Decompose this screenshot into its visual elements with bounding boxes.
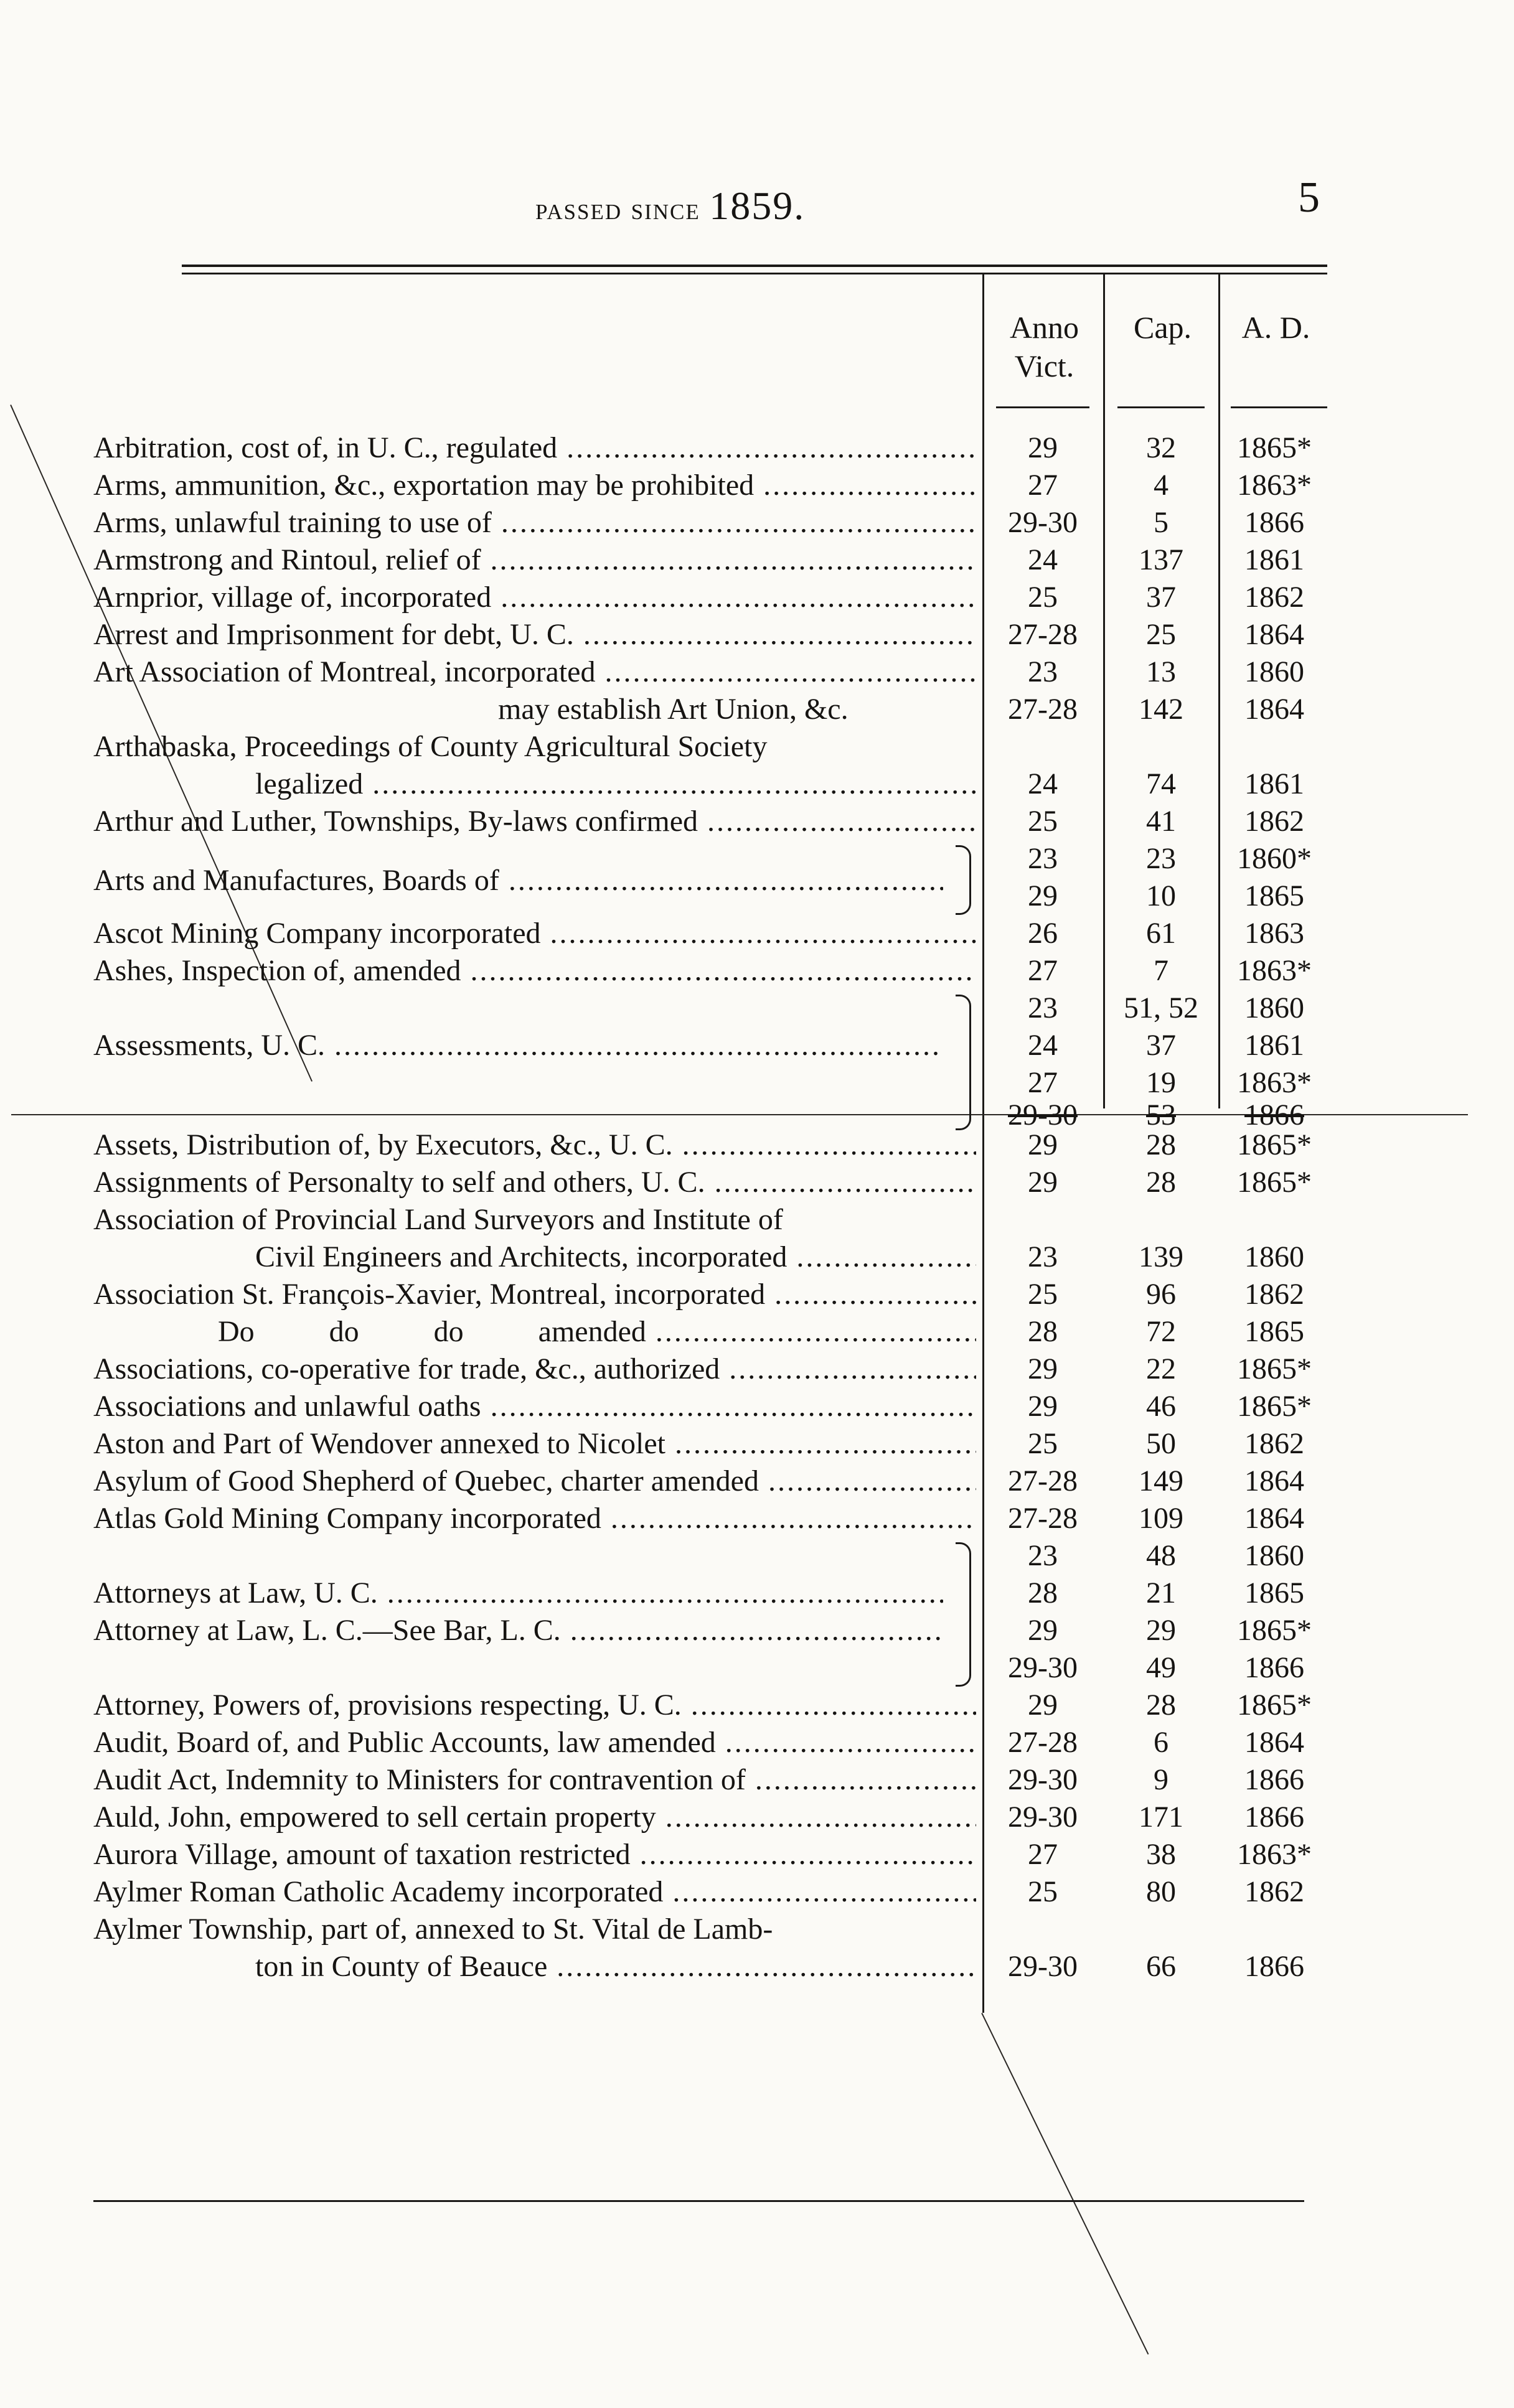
cap-value: 7 xyxy=(1154,954,1168,987)
entry-text: Arnprior, village of, incorporated ..... xyxy=(93,579,976,616)
anno-value: 29 xyxy=(1028,1166,1058,1199)
entry-text: Aylmer Township, part of, annexed to St. Vital de Lamb- xyxy=(93,1913,773,1946)
anno-value: 29 xyxy=(1028,1614,1058,1647)
anno-value: 25 xyxy=(1028,805,1058,838)
cap-value: 66 xyxy=(1146,1950,1176,1983)
ad-value: 1864 xyxy=(1244,1464,1304,1497)
index-row xyxy=(0,952,1514,990)
cap-value: 139 xyxy=(1139,1240,1183,1273)
index-row xyxy=(0,1388,1514,1425)
ad-value: 1863 xyxy=(1244,917,1304,950)
cap-value: 142 xyxy=(1139,693,1183,726)
index-row xyxy=(0,1537,1514,1575)
stray-mark xyxy=(981,2013,1149,2354)
anno-value: 29 xyxy=(1028,1689,1058,1722)
index-row xyxy=(0,654,1514,691)
anno-value: 29-30 xyxy=(1008,506,1078,539)
entry-text: Associations, co-operative for trade, &c., authorized ..... xyxy=(93,1351,976,1388)
entry-text: Ascot Mining Company incorporated ..... xyxy=(93,915,976,952)
entry-text: Aston and Part of Wendover annexed to Nicolet ..... xyxy=(93,1425,976,1463)
anno-value: 23 xyxy=(1028,991,1058,1024)
bottom-rule xyxy=(93,2200,1304,2202)
anno-value: 23 xyxy=(1028,655,1058,688)
top-rule-thin xyxy=(182,273,1327,274)
anno-value: 23 xyxy=(1028,1539,1058,1572)
running-year: 1859. xyxy=(709,184,806,228)
cap-value: 80 xyxy=(1146,1875,1176,1908)
anno-value: 27 xyxy=(1028,1066,1058,1099)
anno-value: 27 xyxy=(1028,469,1058,502)
cap-value: 38 xyxy=(1146,1838,1176,1871)
anno-value: 27-28 xyxy=(1008,1726,1078,1759)
cap-value: 50 xyxy=(1146,1427,1176,1460)
entry-text: Assessments, U. C. ..... xyxy=(93,1027,943,1064)
index-row xyxy=(0,1064,1514,1102)
anno-value: 27-28 xyxy=(1008,693,1078,726)
entry-text: Aylmer Roman Catholic Academy incorporated ..... xyxy=(93,1873,976,1911)
index-row xyxy=(0,766,1514,803)
ad-value: 1860 xyxy=(1244,1240,1304,1273)
index-row xyxy=(0,1612,1514,1649)
header-underline xyxy=(996,406,1089,408)
cap-value: 37 xyxy=(1146,581,1176,614)
cap-value: 28 xyxy=(1146,1166,1176,1199)
index-row xyxy=(0,429,1514,467)
entry-text: may establish Art Union, &c. xyxy=(498,693,849,726)
entry-text: Association St. François-Xavier, Montreal, incorporated ..... xyxy=(93,1276,976,1313)
index-row xyxy=(0,1724,1514,1761)
entry-text: legalized ..... xyxy=(93,766,976,803)
entry-text: Aurora Village, amount of taxation restricted ..... xyxy=(93,1836,976,1873)
index-row xyxy=(0,1575,1514,1612)
cap-value: 49 xyxy=(1146,1651,1176,1684)
ad-value: 1865* xyxy=(1237,431,1312,464)
ad-value: 1866 xyxy=(1244,506,1304,539)
entry-text: Asylum of Good Shepherd of Quebec, charter amended ..... xyxy=(93,1463,976,1500)
anno-value: 25 xyxy=(1028,581,1058,614)
index-row xyxy=(0,1201,1514,1239)
index-row xyxy=(0,878,1514,915)
ad-value: 1865 xyxy=(1244,1315,1304,1348)
index-row xyxy=(0,803,1514,840)
top-rule xyxy=(182,265,1327,267)
cap-value: 19 xyxy=(1146,1066,1176,1099)
cap-value: 13 xyxy=(1146,655,1176,688)
index-row xyxy=(0,1127,1514,1164)
index-row xyxy=(0,1027,1514,1064)
anno-value: 28 xyxy=(1028,1315,1058,1348)
cap-value: 6 xyxy=(1154,1726,1168,1759)
ad-value: 1866 xyxy=(1244,1950,1304,1983)
ad-value: 1862 xyxy=(1244,581,1304,614)
anno-value: 29-30 xyxy=(1008,1801,1078,1834)
ad-value: 1866 xyxy=(1244,1801,1304,1834)
index-row xyxy=(0,1500,1514,1537)
ad-value: 1865* xyxy=(1237,1166,1312,1199)
cap-value: 46 xyxy=(1146,1390,1176,1423)
index-row xyxy=(0,1463,1514,1500)
ad-value: 1865 xyxy=(1244,1576,1304,1609)
cap-value: 4 xyxy=(1154,469,1168,502)
ad-value: 1861 xyxy=(1244,1029,1304,1062)
running-head xyxy=(0,173,1514,229)
cap-value: 171 xyxy=(1139,1801,1183,1834)
entry-text: Art Association of Montreal, incorporated ..... xyxy=(93,654,976,691)
anno-value: 26 xyxy=(1028,917,1058,950)
entry-text: Audit Act, Indemnity to Ministers for contravention of ..... xyxy=(93,1761,976,1799)
entry-text: ton in County of Beauce ..... xyxy=(93,1948,976,1985)
entry-text: Arts and Manufactures, Boards of ..... xyxy=(93,862,943,899)
brace xyxy=(956,1542,971,1687)
cap-value: 53 xyxy=(1146,1099,1176,1131)
index-row xyxy=(0,504,1514,541)
brace xyxy=(956,995,971,1130)
index-row xyxy=(0,1276,1514,1313)
ad-value: 1865* xyxy=(1237,1614,1312,1647)
ad-value: 1860* xyxy=(1237,842,1312,875)
anno-value: 24 xyxy=(1028,543,1058,576)
ad-value: 1863* xyxy=(1237,1838,1312,1871)
anno-value: 29-30 xyxy=(1008,1099,1078,1131)
ad-value: 1865* xyxy=(1237,1689,1312,1722)
anno-value: 29 xyxy=(1028,431,1058,464)
cap-value: 25 xyxy=(1146,618,1176,651)
index-row xyxy=(0,1836,1514,1873)
entry-text: Arrest and Imprisonment for debt, U. C. ..... xyxy=(93,616,976,654)
cap-value: 10 xyxy=(1146,879,1176,912)
cap-value: 9 xyxy=(1154,1763,1168,1796)
index-row xyxy=(0,579,1514,616)
index-row xyxy=(0,1649,1514,1687)
cap-value: 51, 52 xyxy=(1124,991,1198,1024)
ad-value: 1860 xyxy=(1244,1539,1304,1572)
entry-text: Association of Provincial Land Surveyors and Institute of xyxy=(93,1203,783,1236)
index-row xyxy=(0,915,1514,952)
index-row xyxy=(0,616,1514,654)
anno-value: 25 xyxy=(1028,1875,1058,1908)
ad-value: 1866 xyxy=(1244,1651,1304,1684)
ad-value: 1861 xyxy=(1244,767,1304,800)
anno-value: 27 xyxy=(1028,1838,1058,1871)
entry-text: Associations and unlawful oaths ..... xyxy=(93,1388,976,1425)
anno-value: 29-30 xyxy=(1008,1950,1078,1983)
ad-value: 1862 xyxy=(1244,1875,1304,1908)
ad-value: 1865* xyxy=(1237,1128,1312,1161)
cap-value: 109 xyxy=(1139,1502,1183,1535)
column-header-anno-vict: Anno Vict. xyxy=(1009,310,1079,383)
ad-value: 1865* xyxy=(1237,1352,1312,1385)
cap-value: 28 xyxy=(1146,1128,1176,1161)
anno-value: 24 xyxy=(1028,1029,1058,1062)
cap-value: 74 xyxy=(1146,767,1176,800)
cap-value: 48 xyxy=(1146,1539,1176,1572)
running-title: passed since 1859. xyxy=(535,184,806,228)
ad-value: 1861 xyxy=(1244,543,1304,576)
entry-text: Arthur and Luther, Townships, By-laws confirmed ..... xyxy=(93,803,976,840)
anno-value: 29-30 xyxy=(1008,1651,1078,1684)
cap-value: 149 xyxy=(1139,1464,1183,1497)
entry-text: Arbitration, cost of, in U. C., regulated ..... xyxy=(93,429,976,467)
ad-value: 1863* xyxy=(1237,954,1312,987)
anno-value: 29 xyxy=(1028,1390,1058,1423)
index-row xyxy=(0,1799,1514,1836)
anno-value: 27-28 xyxy=(1008,618,1078,651)
index-row xyxy=(0,1761,1514,1799)
anno-value: 27-28 xyxy=(1008,1464,1078,1497)
entry-text: Attorney, Powers of, provisions respecting, U. C. ..... xyxy=(93,1687,976,1724)
ad-value: 1864 xyxy=(1244,618,1304,651)
ad-value: 1864 xyxy=(1244,693,1304,726)
cap-value: 28 xyxy=(1146,1689,1176,1722)
index-row xyxy=(0,541,1514,579)
anno-value: 23 xyxy=(1028,842,1058,875)
index-row xyxy=(0,467,1514,504)
cap-value: 5 xyxy=(1154,506,1168,539)
index-row xyxy=(0,691,1514,728)
ad-value: 1863* xyxy=(1237,1066,1312,1099)
index-row xyxy=(0,728,1514,766)
cap-value: 22 xyxy=(1146,1352,1176,1385)
ad-value: 1862 xyxy=(1244,1278,1304,1311)
ad-value: 1862 xyxy=(1244,805,1304,838)
anno-value: 28 xyxy=(1028,1576,1058,1609)
anno-value: 27 xyxy=(1028,954,1058,987)
cap-value: 96 xyxy=(1146,1278,1176,1311)
anno-value: 29 xyxy=(1028,879,1058,912)
cap-value: 37 xyxy=(1146,1029,1176,1062)
index-row xyxy=(0,1911,1514,1948)
anno-value: 25 xyxy=(1028,1427,1058,1460)
ad-value: 1866 xyxy=(1244,1763,1304,1796)
cap-value: 137 xyxy=(1139,543,1183,576)
entry-text: Assets, Distribution of, by Executors, &c., U. C. ..... xyxy=(93,1127,976,1164)
cap-value: 61 xyxy=(1146,917,1176,950)
ad-value: 1864 xyxy=(1244,1726,1304,1759)
ad-value: 1860 xyxy=(1244,991,1304,1024)
ad-value: 1863* xyxy=(1237,469,1312,502)
anno-value: 29 xyxy=(1028,1352,1058,1385)
entry-text: Auld, John, empowered to sell certain property ..... xyxy=(93,1799,976,1836)
index-row xyxy=(0,1948,1514,1985)
cap-value: 21 xyxy=(1146,1576,1176,1609)
index-row xyxy=(0,1351,1514,1388)
entry-text: Arthabaska, Proceedings of County Agricultural Society xyxy=(93,730,768,763)
index-row xyxy=(0,1687,1514,1724)
entry-text: Armstrong and Rintoul, relief of ..... xyxy=(93,541,976,579)
index-row xyxy=(0,1873,1514,1911)
entry-text: Civil Engineers and Architects, incorporated ..... xyxy=(93,1239,976,1276)
cap-value: 41 xyxy=(1146,805,1176,838)
anno-value: 27-28 xyxy=(1008,1502,1078,1535)
header-underline xyxy=(1231,406,1327,408)
header-underline xyxy=(1117,406,1205,408)
anno-value: 25 xyxy=(1028,1278,1058,1311)
index-row xyxy=(0,990,1514,1027)
cap-value: 23 xyxy=(1146,842,1176,875)
entry-text: Atlas Gold Mining Company incorporated ..... xyxy=(93,1500,976,1537)
cap-value: 32 xyxy=(1146,431,1176,464)
entry-text: Attorney at Law, L. C.—See Bar, L. C. ..... xyxy=(93,1612,943,1649)
anno-value: 23 xyxy=(1028,1240,1058,1273)
ad-value: 1864 xyxy=(1244,1502,1304,1535)
anno-value: 29-30 xyxy=(1008,1763,1078,1796)
entry-text: Ashes, Inspection of, amended ..... xyxy=(93,952,976,990)
ad-value: 1862 xyxy=(1244,1427,1304,1460)
entry-text: Arms, ammunition, &c., exportation may be prohibited ..... xyxy=(93,467,976,504)
cap-value: 29 xyxy=(1146,1614,1176,1647)
ad-value: 1865* xyxy=(1237,1390,1312,1423)
column-header-cap: Cap. xyxy=(1133,310,1192,345)
anno-value: 29 xyxy=(1028,1128,1058,1161)
ad-value: 1866 xyxy=(1244,1099,1304,1131)
index-row xyxy=(0,1239,1514,1276)
cap-value: 72 xyxy=(1146,1315,1176,1348)
entry-text: Do do do amended ..... xyxy=(93,1313,976,1351)
index-row xyxy=(0,1425,1514,1463)
entry-text: Attorneys at Law, U. C. ..... xyxy=(93,1575,943,1612)
anno-value: 24 xyxy=(1028,767,1058,800)
entry-text: Assignments of Personalty to self and others, U. C. ..... xyxy=(93,1164,976,1201)
page-number: 5 xyxy=(1298,174,1320,222)
index-row xyxy=(0,1313,1514,1351)
ad-value: 1865 xyxy=(1244,879,1304,912)
entry-text: Arms, unlawful training to use of ..... xyxy=(93,504,976,541)
entry-text: Audit, Board of, and Public Accounts, law amended ..... xyxy=(93,1724,976,1761)
column-header-ad: A. D. xyxy=(1241,310,1310,345)
ad-value: 1860 xyxy=(1244,655,1304,688)
index-row xyxy=(0,1164,1514,1201)
